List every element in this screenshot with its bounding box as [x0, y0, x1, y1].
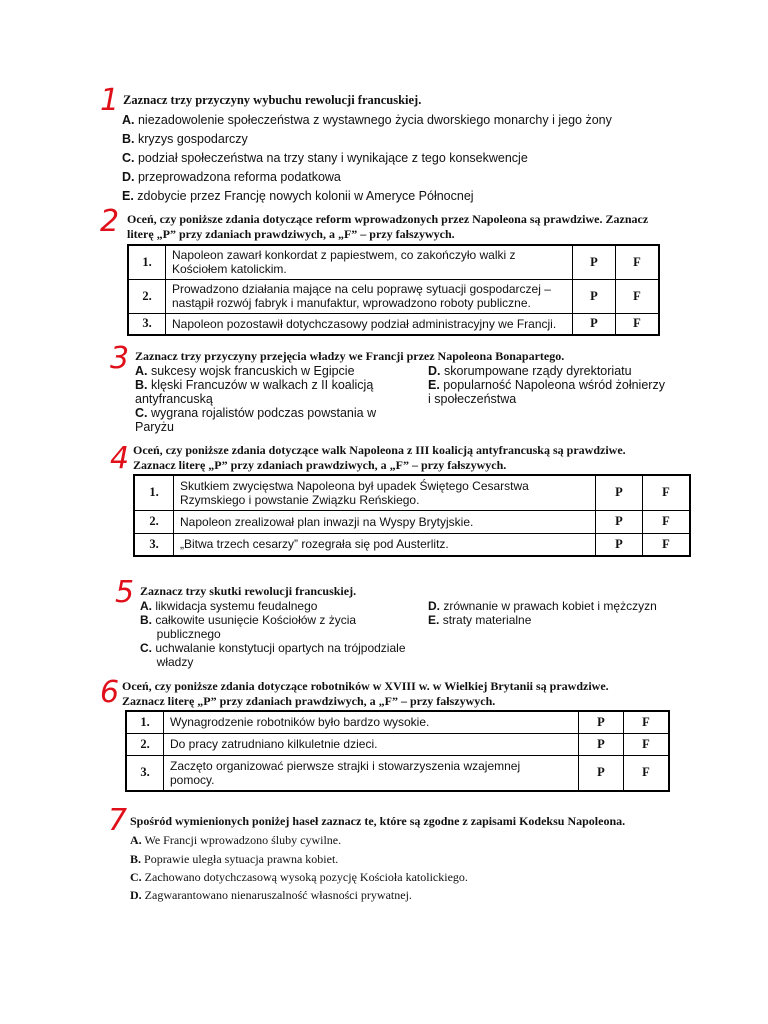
p-option[interactable]: P	[573, 313, 616, 335]
p-option[interactable]: P	[579, 733, 624, 755]
question-5-heading: Zaznacz trzy skutki rewolucji francuskiej.	[140, 584, 357, 598]
question-number-3: 3	[110, 341, 130, 376]
p-option[interactable]: P	[573, 245, 616, 279]
q1-option-e[interactable]: E. zdobycie przez Francję nowych kolonii w Ameryce Północnej	[122, 189, 474, 203]
table-row	[126, 733, 669, 755]
q3-option-c[interactable]: C. wygrana rojalistów podczas powstania w Paryżu	[135, 406, 377, 434]
row-number: 1.	[134, 475, 174, 510]
q5-option-b[interactable]: B. całkowite usunięcie Kościołów z życia publicznego	[140, 613, 357, 641]
question-number-5: 5	[115, 575, 135, 610]
p-option[interactable]: P	[573, 279, 616, 313]
p-option[interactable]: P	[596, 533, 643, 556]
question-2-heading-line1: Oceń, czy poniższe zdania dotyczące reform wprowadzonych przez Napoleona są prawdziwe. Zaznacz	[127, 212, 649, 226]
row-number: 1.	[126, 711, 164, 733]
q5-option-d[interactable]: D. zrównanie w prawach kobiet i mężczyzn	[428, 599, 657, 613]
question-7-heading: Spośród wymienionych poniżej haseł zaznacz te, które są zgodne z zapisami Kodeksu Napoleona.	[130, 814, 626, 828]
row-number: 1.	[128, 245, 166, 279]
question-number-6: 6	[100, 675, 120, 710]
q7-option-c[interactable]: C. Zachowano dotychczasową wysoką pozycję Kościoła katolickiego.	[130, 870, 468, 884]
p-option[interactable]: P	[579, 711, 624, 733]
q1-option-b[interactable]: B. kryzys gospodarczy	[122, 132, 248, 146]
question-6-table	[125, 710, 670, 792]
f-option[interactable]: F	[643, 510, 691, 533]
question-4-heading-line1: Oceń, czy poniższe zdania dotyczące walk Napoleona z III koalicją antyfrancuską są prawdziwe.	[133, 443, 626, 457]
p-option[interactable]: P	[596, 510, 643, 533]
p-option[interactable]: P	[596, 475, 643, 510]
table-row	[128, 245, 659, 279]
q3-option-a[interactable]: A. sukcesy wojsk francuskich w Egipcie	[135, 364, 355, 378]
statement-cell: Napoleon zawarł konkordat z papiestwem, co zakończyło walki z Kościołem katolickim.	[166, 245, 573, 279]
q3-option-d[interactable]: D. skorumpowane rządy dyrektoriatu	[428, 364, 632, 378]
q1-option-a[interactable]: A. niezadowolenie społeczeństwa z wystawnego życia dworskiego monarchy i jego żony	[122, 113, 612, 127]
statement-cell: Prowadzono działania mające na celu poprawę sytuacji gospodarczej – nastąpił rozwój fabryk i manufaktur, wprowadzono roboty publiczne.	[166, 279, 573, 313]
f-option[interactable]: F	[643, 533, 691, 556]
statement-cell: Do pracy zatrudniano kilkuletnie dzieci.	[164, 733, 579, 755]
q7-option-d[interactable]: D. Zagwarantowano nienaruszalność własności prywatnej.	[130, 888, 412, 902]
p-option[interactable]: P	[579, 755, 624, 791]
question-number-1: 1	[100, 83, 120, 118]
q1-option-d[interactable]: D. przeprowadzona reforma podatkowa	[122, 170, 341, 184]
row-number: 3.	[126, 755, 164, 791]
table-row	[128, 279, 659, 313]
question-number-2: 2	[100, 204, 120, 239]
question-2-heading-line2: literę „P” przy zdaniach prawdziwych, a „F” – przy fałszywych.	[127, 227, 455, 241]
table-row	[126, 755, 669, 791]
table-row	[134, 510, 690, 533]
statement-cell: Napoleon zrealizował plan inwazji na Wyspy Brytyjskie.	[174, 510, 596, 533]
f-option[interactable]: F	[616, 279, 660, 313]
table-row	[128, 313, 659, 335]
f-option[interactable]: F	[616, 313, 660, 335]
q3-option-b[interactable]: B. klęski Francuzów w walkach z II koalicją antyfrancuską	[135, 378, 374, 406]
question-number-7: 7	[108, 803, 128, 838]
f-option[interactable]: F	[624, 711, 670, 733]
question-1-heading: Zaznacz trzy przyczyny wybuchu rewolucji francuskiej.	[123, 93, 422, 107]
q1-option-c[interactable]: C. podział społeczeństwa na trzy stany i wynikające z tego konsekwencje	[122, 151, 528, 165]
table-row	[126, 711, 669, 733]
row-number: 2.	[134, 510, 174, 533]
f-option[interactable]: F	[624, 755, 670, 791]
question-2-table	[127, 244, 660, 336]
q7-option-b[interactable]: B. Poprawie uległa sytuacja prawna kobiet.	[130, 852, 339, 866]
f-option[interactable]: F	[624, 733, 670, 755]
question-3-heading: Zaznacz trzy przyczyny przejęcia władzy we Francji przez Napoleona Bonapartego.	[135, 349, 565, 363]
statement-cell: Napoleon pozostawił dotychczasowy podział administracyjny we Francji.	[166, 313, 573, 335]
question-4-table	[133, 474, 691, 557]
statement-cell: Skutkiem zwycięstwa Napoleona był upadek Świętego Cesarstwa Rzymskiego i powstanie Związku Reńskiego.	[174, 475, 596, 510]
q5-option-c[interactable]: C. uchwalanie konstytucji opartych na trójpodziale władzy	[140, 641, 406, 669]
question-6-heading-line2: Zaznacz literę „P” przy zdaniach prawdziwych, a „F” – przy fałszywych.	[122, 694, 496, 708]
f-option[interactable]: F	[643, 475, 691, 510]
q5-option-e[interactable]: E. straty materialne	[428, 613, 532, 627]
table-row	[134, 533, 690, 556]
row-number: 3.	[134, 533, 174, 556]
question-6-heading-line1: Oceń, czy poniższe zdania dotyczące robotników w XVIII w. w Wielkiej Brytanii są prawdziwe.	[122, 679, 609, 693]
row-number: 3.	[128, 313, 166, 335]
table-row	[134, 475, 690, 510]
statement-cell: Wynagrodzenie robotników było bardzo wysokie.	[164, 711, 579, 733]
f-option[interactable]: F	[616, 245, 660, 279]
statement-cell: Zaczęto organizować pierwsze strajki i stowarzyszenia wzajemnej pomocy.	[164, 755, 579, 791]
q3-option-e[interactable]: E. popularność Napoleona wśród żołnierzy i społeczeństwa	[428, 378, 665, 406]
row-number: 2.	[126, 733, 164, 755]
row-number: 2.	[128, 279, 166, 313]
question-number-4: 4	[110, 441, 130, 476]
question-4-heading-line2: Zaznacz literę „P” przy zdaniach prawdziwych, a „F” – przy fałszywych.	[133, 458, 507, 472]
q5-option-a[interactable]: A. likwidacja systemu feudalnego	[140, 599, 318, 613]
q7-option-a[interactable]: A. We Francji wprowadzono śluby cywilne.	[130, 833, 342, 847]
statement-cell: „Bitwa trzech cesarzy” rozegrała się pod Austerlitz.	[174, 533, 596, 556]
